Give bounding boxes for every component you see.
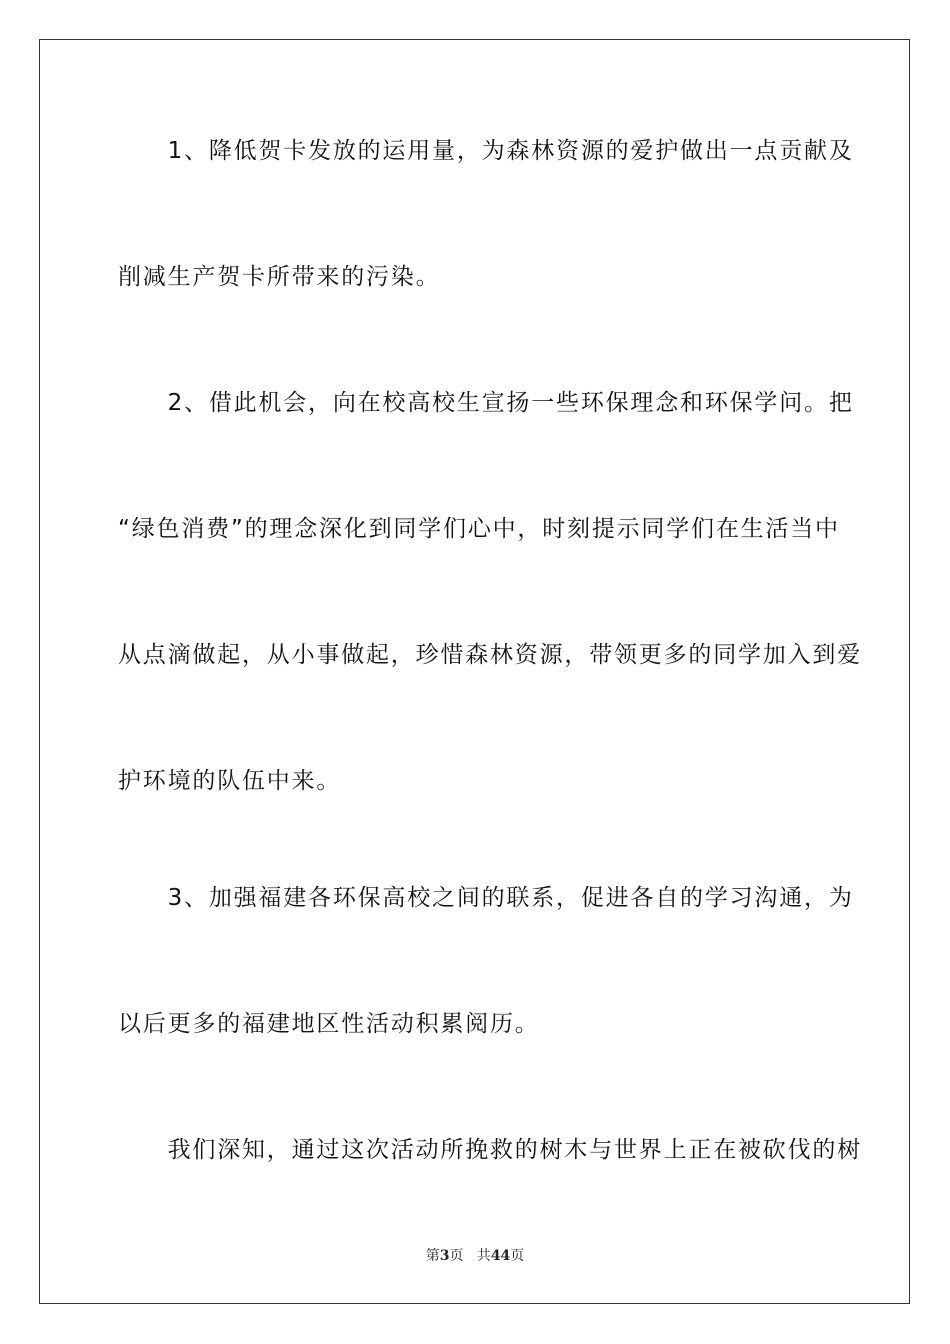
footer-total-prefix: 共	[476, 1248, 491, 1264]
footer-page-suffix: 页	[449, 1248, 464, 1264]
paragraph-2-line-3: 从点滴做起，从小事做起，珍惜森林资源，带领更多的同学加入到爱	[118, 642, 862, 668]
paragraph-3-line-1: 3、加强福建各环保高校之间的联系，促进各自的学习沟通，为	[118, 885, 854, 911]
paragraph-2-line-2: “绿色消费”的理念深化到同学们心中，时刻提示同学们在生活当中	[118, 516, 840, 542]
paragraph-3-line-2: 以后更多的福建地区性活动积累阅历。	[118, 1011, 540, 1037]
paragraph-2-line-4: 护环境的队伍中来。	[118, 768, 342, 794]
paragraph-4-line-1: 我们深知，通过这次活动所挽救的树木与世界上正在被砍伐的树	[118, 1137, 862, 1163]
footer-total-suffix: 页	[510, 1248, 525, 1264]
paragraph-1-line-1: 1、降低贺卡发放的运用量，为森林资源的爱护做出一点贡献及	[118, 138, 854, 164]
footer-page-prefix: 第	[425, 1248, 440, 1264]
footer-total-pages: 44	[490, 1248, 511, 1264]
paragraph-1-line-2: 削减生产贺卡所带来的污染。	[118, 264, 441, 290]
footer-page-number: 3	[439, 1248, 450, 1264]
paragraph-2-line-1: 2、借此机会，向在校高校生宣扬一些环保理念和环保学问。把	[118, 390, 854, 416]
page-border	[39, 39, 910, 1304]
page-footer	[0, 1247, 950, 1265]
